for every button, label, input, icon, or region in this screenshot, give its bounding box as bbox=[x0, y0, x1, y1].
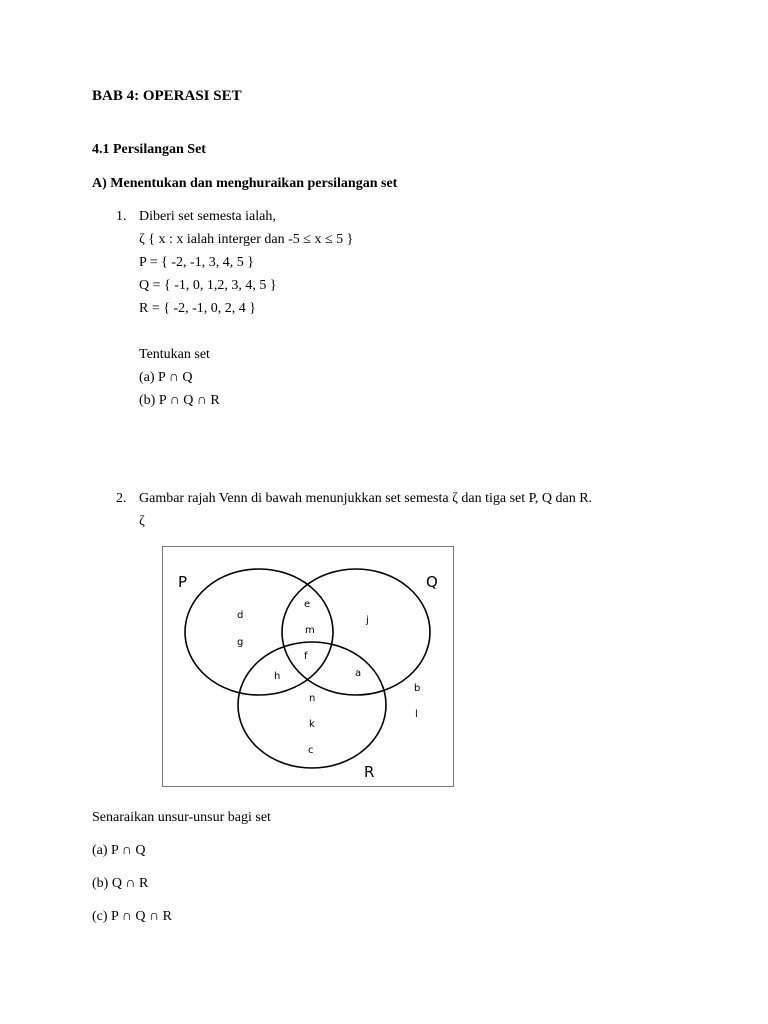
question-1-part: (b) P ∩ Q ∩ R bbox=[139, 393, 220, 408]
question-2-part: (a) P ∩ Q bbox=[92, 843, 146, 858]
element-label: g bbox=[237, 637, 244, 648]
question-1-line: Diberi set semesta ialah, bbox=[139, 209, 276, 224]
question-1-line: R = { -2, -1, 0, 2, 4 } bbox=[139, 301, 256, 316]
element-label: f bbox=[304, 651, 308, 662]
question-2-prompt: Senaraikan unsur-unsur bagi set bbox=[92, 810, 271, 825]
element-label: a bbox=[355, 668, 362, 679]
element-label: c bbox=[308, 745, 314, 756]
question-2-part: (b) Q ∩ R bbox=[92, 876, 149, 891]
set-r-label: R bbox=[364, 763, 375, 781]
element-label: d bbox=[237, 610, 244, 621]
element-label: j bbox=[366, 615, 369, 626]
element-label: l bbox=[415, 709, 418, 720]
universal-set-symbol: ζ bbox=[139, 514, 145, 529]
element-label: k bbox=[309, 719, 315, 730]
question-1-line: P = { -2, -1, 3, 4, 5 } bbox=[139, 255, 254, 270]
element-label: m bbox=[305, 625, 315, 636]
element-label: b bbox=[414, 683, 421, 694]
question-1-number: 1. bbox=[116, 209, 127, 224]
section-title: 4.1 Persilangan Set bbox=[92, 142, 206, 157]
question-1-line: ζ { x : x ialah interger dan -5 ≤ x ≤ 5 } bbox=[139, 232, 354, 247]
question-1-prompt: Tentukan set bbox=[139, 347, 210, 362]
set-p-label: P bbox=[178, 573, 188, 591]
subsection-title: A) Menentukan dan menghuraikan persilangan set bbox=[92, 176, 398, 191]
element-label: h bbox=[274, 671, 281, 682]
question-2-number: 2. bbox=[116, 491, 127, 506]
element-label: e bbox=[304, 599, 311, 610]
chapter-title: BAB 4: OPERASI SET bbox=[92, 88, 242, 104]
question-2-part: (c) P ∩ Q ∩ R bbox=[92, 909, 172, 924]
question-1-line: Q = { -1, 0, 1,2, 3, 4, 5 } bbox=[139, 278, 277, 293]
question-1-part: (a) P ∩ Q bbox=[139, 370, 193, 385]
question-2-text: Gambar rajah Venn di bawah menunjukkan set semesta ζ dan tiga set P, Q dan R. bbox=[139, 491, 593, 506]
element-label: n bbox=[309, 693, 316, 704]
set-q-label: Q bbox=[426, 573, 438, 591]
venn-diagram bbox=[162, 546, 454, 788]
